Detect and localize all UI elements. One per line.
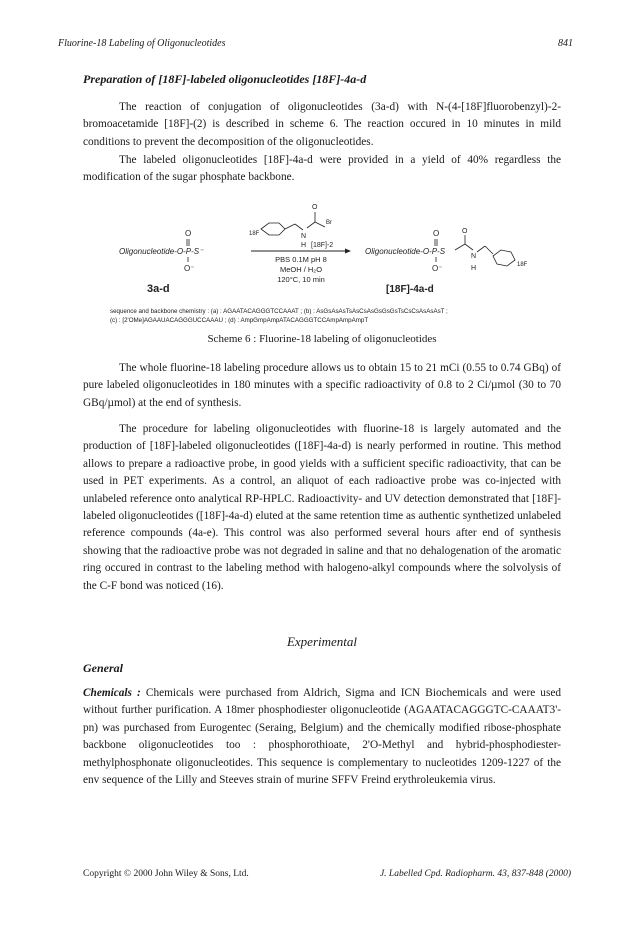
left-oligo-label: Oligonucleotide-O-P-S⁻ bbox=[119, 247, 204, 256]
chemicals-paragraph bbox=[83, 685, 561, 789]
sequence-legend bbox=[110, 307, 580, 325]
f18-label-product: 18F bbox=[517, 262, 528, 268]
scheme-caption: Scheme 6 : Fluorine-18 labeling of oligonucleotides bbox=[207, 333, 437, 345]
page-number: 841 bbox=[558, 38, 573, 49]
condition-1: PBS 0.1M pH 8 bbox=[275, 255, 327, 264]
citation: J. Labelled Cpd. Radiopharm. 43, 837-848 (2000) bbox=[379, 869, 571, 879]
right-oligo-label: Oligonucleotide-O-P-S bbox=[365, 247, 446, 256]
copyright: Copyright © 2000 John Wiley & Sons, Ltd. bbox=[83, 869, 249, 879]
sequence-line-1: sequence and backbone chemistry : (a) : AGAATACAGGGTCCAAAT ; (b) : AsGsAsAsTsAsCsAsGsGsGsTsCsCsAsAsAsT ; bbox=[110, 308, 448, 315]
left-oxo-o: O bbox=[185, 229, 192, 238]
left-compound: 3a-d bbox=[147, 283, 170, 295]
br-label: Br bbox=[326, 220, 332, 226]
svg-text:H: H bbox=[471, 265, 477, 272]
paragraph-1: The reaction of conjugation of oligonucleotides (3a-d) with N-(4-[18F]fluorobenzyl)-2-bromoacetamide [18F]-(2) is described in scheme 6. The reaction occured in 10 minutes in mild conditions to prevent the decomposition of the oligonucleotides. bbox=[83, 101, 561, 148]
svg-text:N: N bbox=[301, 233, 307, 240]
reagent-label: [18F]-2 bbox=[311, 242, 334, 249]
paragraph-3: The whole fluorine-18 labeling procedure allows us to obtain 15 to 21 mCi (0.55 to 0.74 GBq) of pure labeled oligonucleotides in 180 minutes with a specific radioactivity of 0.8 to 2 Ci/µmol (30 to 70 GBq/µmol) at the end of synthesis. bbox=[83, 362, 561, 409]
svg-text:O: O bbox=[433, 229, 440, 238]
chemicals-label: Chemicals : bbox=[83, 687, 141, 699]
paragraph-2: The labeled oligonucleotides [18F]-4a-d were provided in a yield of 40% regardless the modification of the sugar phosphate backbone. bbox=[83, 154, 561, 184]
svg-text:O⁻: O⁻ bbox=[432, 264, 443, 273]
paragraph-4: The procedure for labeling oligonucleotides with fluorine-18 is largely automated and the production of [18F]-labeled oligonucleotides ([18F]-4a-d) is nearly performed in routine. This method allows to prepare a radioactive probe, in good yields with a sufficient specific radioactivity, that can be used in PET experiments. As a control, an aliquot of each radioactive probe was co-injected with unlabeled reference onto analytical RP-HPLC. Radioactivity- and UV detection demonstrated that [18F]-labeled oligonucleotides ([18F]-4a-d) eluted at the same retention time as authentic synthetized unlabeled reference compounds (4a-e). This control was also performed several hours after end of synthesis showing that the radioactive probe was not degraded in saline and that no dehalogenation of the aromatic ring occured in contrast to the labeling method with halogeno-alkyl compounds where the solvolysis of the C-F bond was noticed (16). bbox=[83, 423, 561, 592]
condition-2: MeOH / H₂O bbox=[279, 265, 323, 274]
general-heading: General bbox=[83, 661, 123, 675]
svg-text:H: H bbox=[301, 242, 307, 249]
chemicals-text: Chemicals were purchased from Aldrich, Sigma and ICN Biochemicals and were used without further purification. A 18mer phosphodiester oligonucleotide (AGAATACAGGGTC-CAAAT3'-pn) was purchased from Eurogentec (Seraing, Belgium) and the chemically modified ribose-phosphate backbone oligonucleotides too : phosphorothioate, 2'O-Methyl and hybrid-phosphodiester-methylphosphonate oligonucleotides. This sequence is complementary to nucleotides 1209-1227 of the env sequence of the Lilly and Steeves strain of murine SFFV Freind erythroleukemia virus. bbox=[83, 687, 562, 787]
running-title: Fluorine-18 Labeling of Oligonucleotides bbox=[58, 38, 226, 49]
section-title: Preparation of [18F]-labeled oligonucleotides [18F]-4a-d bbox=[83, 72, 367, 86]
svg-text:N: N bbox=[471, 253, 477, 260]
svg-text:O: O bbox=[312, 204, 318, 211]
f18-label-reagent: 18F bbox=[249, 231, 260, 237]
sequence-line-2: (c) : [2'OMe]AGAAUACAGGGUCCAAAU ; (d) : AmpGmpAmpATACAGGGTCCAmpAmpAmpT bbox=[110, 317, 369, 324]
experimental-heading: Experimental bbox=[286, 634, 358, 649]
right-compound: [18F]-4a-d bbox=[386, 284, 434, 295]
left-o-minus: O⁻ bbox=[184, 264, 195, 273]
reaction-scheme bbox=[83, 194, 561, 306]
svg-text:O: O bbox=[462, 228, 468, 235]
condition-3: 120°C, 10 min bbox=[277, 275, 325, 284]
